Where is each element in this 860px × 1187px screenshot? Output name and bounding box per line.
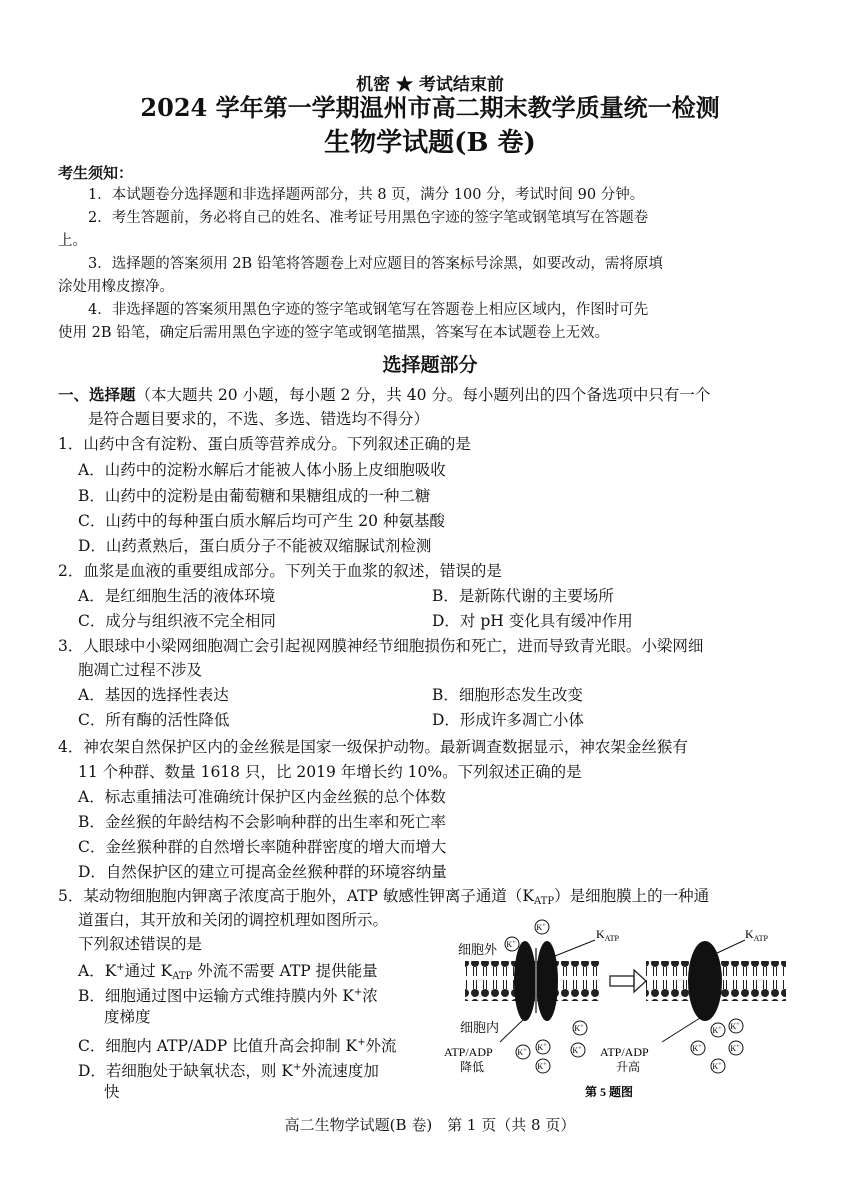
k-ion xyxy=(711,1023,725,1037)
notice-item-3-cont: 涂处用橡皮擦净。 xyxy=(58,279,174,295)
q1-option-a: A．山药中的淀粉水解后才能被人体小肠上皮细胞吸收 xyxy=(78,461,446,479)
channel-label-right-sub: ATP xyxy=(753,934,768,943)
q2-stem: 2．血浆是血液的重要组成部分。下列关于血浆的叙述，错误的是 xyxy=(58,562,502,580)
notice-heading: 考生须知： xyxy=(58,164,134,182)
q3-option-d: D．形成许多凋亡小体 xyxy=(432,711,584,729)
secret-mark: 机密 ★ 考试结束前 xyxy=(356,75,504,95)
q3-stem-cont: 胞凋亡过程不涉及 xyxy=(78,661,203,679)
section-heading-text: （本大题共 20 小题，每小题 2 分，共 40 分。每小题列出的四个备选项中只有一个 xyxy=(135,386,711,404)
channel-pointer-right xyxy=(715,940,745,954)
q5-option-b xyxy=(78,983,378,1006)
ratio-pointer-right xyxy=(662,1018,700,1042)
k-ion xyxy=(535,920,549,934)
k-ion xyxy=(711,1059,725,1073)
k-ion xyxy=(536,1040,550,1054)
k-ion xyxy=(505,937,519,951)
k-ion-label: K xyxy=(712,1062,719,1071)
k-ion-sup: + xyxy=(543,1062,547,1068)
k-ion-sup: + xyxy=(580,1024,584,1030)
right-ratio-label: ATP/ADP xyxy=(600,1045,649,1059)
q2-option-a: A．是红细胞生活的液体环境 xyxy=(78,587,276,605)
left-ratio-state: 降低 xyxy=(460,1060,485,1074)
q3-option-a: A．基因的选择性表达 xyxy=(78,686,229,704)
section-heading-bold: 一、选择题 xyxy=(58,385,136,404)
left-ratio-label: ATP/ADP xyxy=(444,1045,493,1059)
q4-option-b: B．金丝猴的年龄结构不会影响种群的出生率和死亡率 xyxy=(78,813,446,831)
q5-a-text: A．K xyxy=(78,962,117,980)
page-footer: 高二生物学试题(B 卷) 第 1 页（共 8 页） xyxy=(284,1116,576,1134)
k-ion-label: K xyxy=(730,1044,737,1053)
k-ion-sup: + xyxy=(578,1046,582,1052)
q1-option-b: B．山药中的淀粉是由葡萄糖和果糖组成的一种二糖 xyxy=(78,487,431,505)
q5-stem-sub: ATP xyxy=(533,896,555,907)
k-ion-label: K xyxy=(692,1044,699,1053)
q5-d-post: 外流速度加 xyxy=(301,1062,379,1080)
notice-item-4-cont: 使用 2B 铅笔，确定后需用黑色字迹的签字笔或钢笔描黑，答案写在本试题卷上无效。 xyxy=(58,325,610,341)
q2-option-b: B．是新陈代谢的主要场所 xyxy=(432,587,614,605)
q3-stem: 3．人眼球中小梁网细胞凋亡会引起视网膜神经节细胞损伤和死亡，进而导致青光眼。小梁网细 xyxy=(58,637,704,655)
k-ion-label: K xyxy=(730,1022,737,1031)
q5-b-post: 浓 xyxy=(362,987,378,1005)
k-ion-label: K xyxy=(506,940,513,949)
q5-c-sup: + xyxy=(357,1037,366,1048)
q5-option-d xyxy=(78,1058,379,1081)
q2-option-d: D．对 pH 变化具有缓冲作用 xyxy=(432,612,633,630)
q5-a-mid: 通过 K xyxy=(124,962,173,980)
channel-label-left-k: K xyxy=(596,927,605,941)
potassium-channel-figure xyxy=(440,918,800,1108)
k-ion xyxy=(729,1019,743,1033)
k-ion xyxy=(573,1021,587,1035)
inside-label: 细胞内 xyxy=(460,1020,500,1035)
k-ion-sup: + xyxy=(718,1026,722,1032)
k-ion-label: K xyxy=(537,1062,544,1071)
q5-stem-question: 下列叙述错误的是 xyxy=(78,935,203,953)
q3-option-b: B．细胞形态发生改变 xyxy=(432,686,583,704)
k-ion-label: K xyxy=(572,1046,579,1055)
q4-option-c: C．金丝猴种群的自然增长率随种群密度的增大而增大 xyxy=(78,838,447,856)
q5-a-post: 外流不需要 ATP 提供能量 xyxy=(192,962,378,980)
k-ion-label: K xyxy=(574,1024,581,1033)
right-ratio-state: 升高 xyxy=(616,1060,641,1074)
q5-b-sup: + xyxy=(353,987,363,998)
q5-stem-text: 5．某动物细胞胞内钾离子浓度高于胞外，ATP 敏感性钾离子通道（K xyxy=(58,887,534,905)
q5-d-text: D．若细胞处于缺氧状态，则 K xyxy=(78,1062,293,1080)
k-ion-sup: + xyxy=(736,1022,740,1028)
channel-pointer-left xyxy=(555,940,595,956)
q4-option-d: D．自然保护区的建立可提高金丝猴种群的环境容纳量 xyxy=(78,863,447,881)
q1-option-c: C．山药中的每种蛋白质水解后均可产生 20 种氨基酸 xyxy=(78,512,445,530)
open-katp-channel xyxy=(514,940,558,1022)
notice-item-3: 3．选择题的答案须用 2B 铅笔将答题卷上对应题目的答案标号涂黑，如要改动，需将原填 xyxy=(88,256,663,272)
notice-item-2-cont: 上。 xyxy=(58,233,87,249)
q4-stem-cont: 11 个种群、数量 1618 只，比 2019 年增长约 10%。下列叙述正确的是 xyxy=(78,763,582,781)
k-ion xyxy=(729,1041,743,1055)
k-ion-sup: + xyxy=(543,1043,547,1049)
q5-b-text: B．细胞通过图中运输方式维持膜内外 K xyxy=(78,987,354,1005)
k-ion-sup: + xyxy=(736,1044,740,1050)
channel-label-left xyxy=(596,927,619,943)
channel-label-right xyxy=(745,927,768,943)
k-ion-label: K xyxy=(537,1043,544,1052)
k-ion xyxy=(571,1043,585,1057)
k-ion xyxy=(691,1041,705,1055)
ratio-pointer-left xyxy=(500,1018,525,1042)
k-ion-sup: + xyxy=(718,1062,722,1068)
figure-caption: 第 5 题图 xyxy=(585,1085,634,1099)
outside-label: 细胞外 xyxy=(458,942,498,957)
k-ion-label: K xyxy=(517,1048,524,1057)
q5-option-c xyxy=(78,1033,397,1056)
q5-option-b-cont: 度梯度 xyxy=(104,1008,151,1026)
channel-label-left-sub: ATP xyxy=(604,934,619,943)
k-ion xyxy=(516,1045,530,1059)
channel-label-right-k: K xyxy=(745,927,754,941)
exam-subtitle: 生物学试题(B 卷) xyxy=(324,128,536,158)
q2-option-c: C．成分与组织液不完全相同 xyxy=(78,612,276,630)
q3-option-c: C．所有酶的活性降低 xyxy=(78,711,230,729)
k-ion-sup: + xyxy=(523,1048,527,1054)
k-ion-sup: + xyxy=(542,923,546,929)
k-ion xyxy=(536,1059,550,1073)
q5-stem xyxy=(58,886,709,912)
q4-stem: 4．神农架自然保护区内的金丝猴是国家一级保护动物。最新调查数据显示，神农架金丝猴有 xyxy=(58,738,688,756)
q5-c-post: 外流 xyxy=(365,1037,397,1055)
section-heading-cont: 是符合题目要求的，不选、多选、错选均不得分） xyxy=(88,410,430,428)
notice-item-4: 4．非选择题的答案须用黑色字迹的签字笔或钢笔写在答题卷上相应区域内，作图时可先 xyxy=(88,302,649,318)
notice-item-1: 1．本试题卷分选择题和非选择题两部分，共 8 页，满分 100 分，考试时间 90 分钟。 xyxy=(88,187,645,203)
q5-stem-text-end: ）是细胞膜上的一种通 xyxy=(554,887,710,905)
q5-stem-cont: 道蛋白，其开放和关闭的调控机理如图所示。 xyxy=(78,911,389,929)
q5-a-sup: + xyxy=(116,962,125,973)
exam-title: 2024 学年第一学期温州市高二期末教学质量统一检测 xyxy=(140,93,720,122)
q5-a-sub: ATP xyxy=(172,971,193,982)
q5-option-d-cont: 快 xyxy=(104,1083,120,1101)
k-ion-label: K xyxy=(712,1026,719,1035)
q1-option-d: D．山药煮熟后，蛋白质分子不能被双缩脲试剂检测 xyxy=(78,537,432,555)
k-ion-label: K xyxy=(536,923,543,932)
section-title: 选择题部分 xyxy=(382,354,478,376)
q5-c-text: C．细胞内 ATP/ADP 比值升高会抑制 K xyxy=(78,1037,358,1055)
notice-item-2: 2．考生答题前，务必将自己的姓名、准考证号用黑色字迹的签字笔或钢笔填写在答题卷 xyxy=(88,210,649,226)
q1-stem: 1．山药中含有淀粉、蛋白质等营养成分。下列叙述正确的是 xyxy=(58,435,471,453)
k-ion-sup: + xyxy=(512,940,516,946)
transition-arrow xyxy=(610,970,646,992)
q5-d-sup: + xyxy=(292,1062,302,1073)
k-ion-sup: + xyxy=(698,1044,702,1050)
section-heading xyxy=(58,385,710,405)
q4-option-a: A．标志重捕法可准确统计保护区内金丝猴的总个体数 xyxy=(78,788,446,806)
